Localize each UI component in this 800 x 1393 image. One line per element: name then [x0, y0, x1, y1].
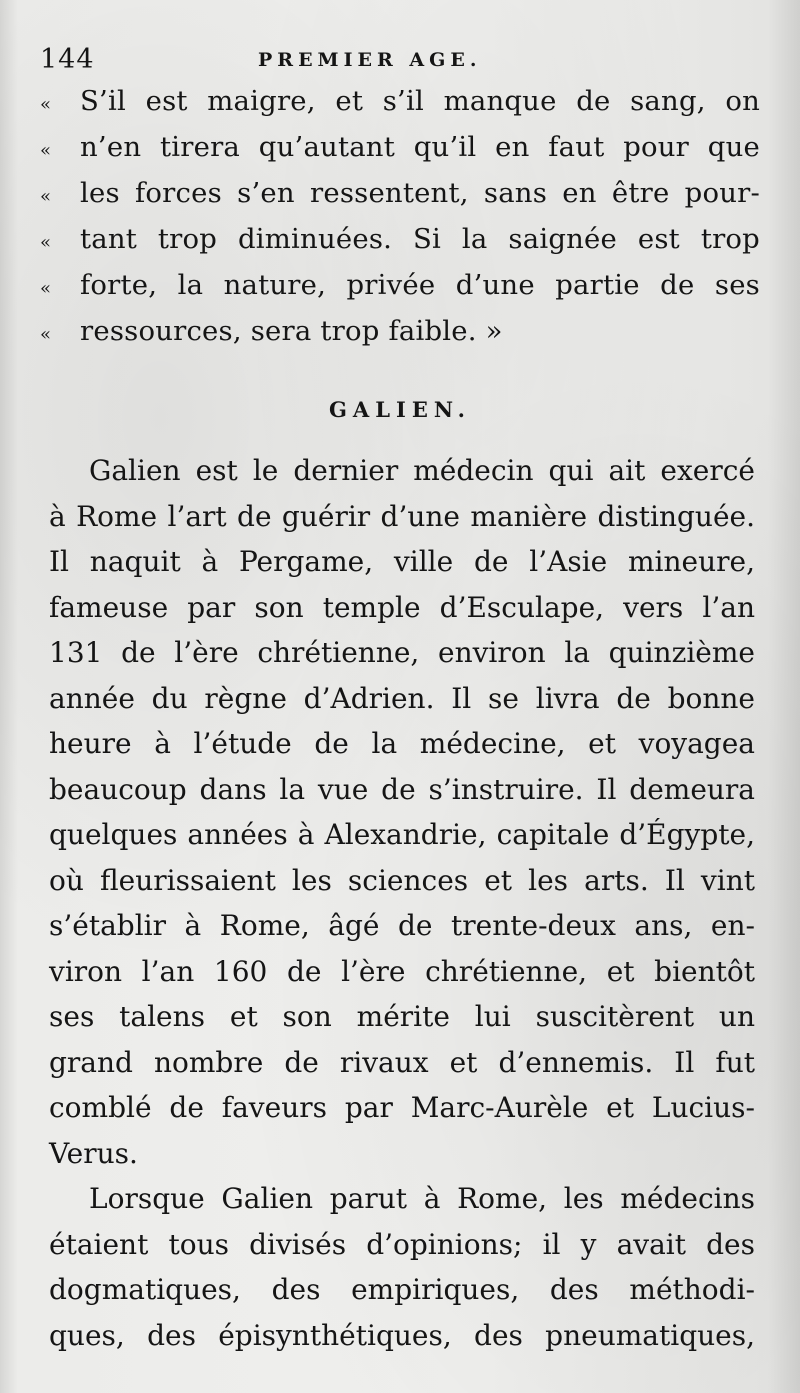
quote-line: [40, 124, 760, 170]
page-number: 144: [40, 44, 95, 75]
text-line: étaient tous divisés d’opinions; il y avait des: [49, 1227, 755, 1261]
text-line: Lorsque Galien parut à Rome, les médecins: [89, 1182, 755, 1215]
quote-line-text: forte, la nature, privée d’une partie de ses: [80, 269, 760, 301]
quote-mark: «: [40, 140, 52, 161]
quote-line-text: S’il est maigre, et s’il manque de sang, on: [80, 85, 760, 117]
page-header: [40, 40, 760, 80]
text-line: dogmatiques, des empiriques, des méthodi-: [49, 1273, 755, 1306]
quote-line-text: tant trop diminuées. Si la saignée est trop: [80, 223, 760, 255]
quotation-block: [40, 78, 760, 354]
quote-line: [40, 262, 760, 308]
quote-line: [40, 78, 760, 124]
quote-line-text: ressources, sera trop faible. »: [80, 315, 503, 347]
text-line: viron l’an 160 de l’ère chrétienne, et bientôt: [49, 954, 755, 988]
quote-mark: «: [40, 278, 52, 299]
text-line: à Rome l’art de guérir d’une manière distinguée.: [49, 499, 755, 533]
text-line: ses talens et son mérite lui suscitèrent un: [49, 1000, 755, 1033]
quote-line-text: n’en tirera qu’autant qu’il en faut pour que: [80, 131, 760, 163]
text-line: heure à l’étude de la médecine, et voyagea: [49, 727, 755, 760]
quote-line: [40, 170, 760, 216]
body-text: [49, 448, 755, 1358]
quote-mark: «: [40, 186, 52, 207]
text-line: comblé de faveurs par Marc-Aurèle et Lucius-: [49, 1091, 755, 1124]
text-line: ques, des épisynthétiques, des pneumatiques,: [49, 1318, 755, 1352]
text-line: Verus.: [49, 1136, 138, 1170]
text-line: fameuse par son temple d’Esculape, vers l’an: [49, 590, 755, 624]
text-line: Il naquit à Pergame, ville de l’Asie mineure,: [49, 545, 755, 578]
text-line: 131 de l’ère chrétienne, environ la quinzième: [49, 636, 755, 669]
quote-mark: «: [40, 94, 52, 115]
quote-line-text: les forces s’en ressentent, sans en être pour-: [80, 177, 760, 209]
text-line: quelques années à Alexandrie, capitale d’Égypte,: [49, 818, 755, 851]
running-head: PREMIER AGE.: [258, 49, 482, 71]
text-line: s’établir à Rome, âgé de trente-deux ans, en-: [49, 909, 755, 942]
text-line: Galien est le dernier médecin qui ait exercé: [89, 454, 755, 487]
section-title: GALIEN.: [329, 397, 471, 422]
quote-mark: «: [40, 324, 52, 345]
quote-mark: «: [40, 232, 52, 253]
text-line: grand nombre de rivaux et d’ennemis. Il fut: [49, 1045, 755, 1079]
quote-line: [40, 308, 760, 354]
text-line: année du règne d’Adrien. Il se livra de bonne: [49, 681, 755, 715]
text-line: où fleurissaient les sciences et les arts. Il vint: [49, 863, 755, 897]
quote-line: [40, 216, 760, 262]
text-line: beaucoup dans la vue de s’instruire. Il demeura: [49, 772, 755, 806]
